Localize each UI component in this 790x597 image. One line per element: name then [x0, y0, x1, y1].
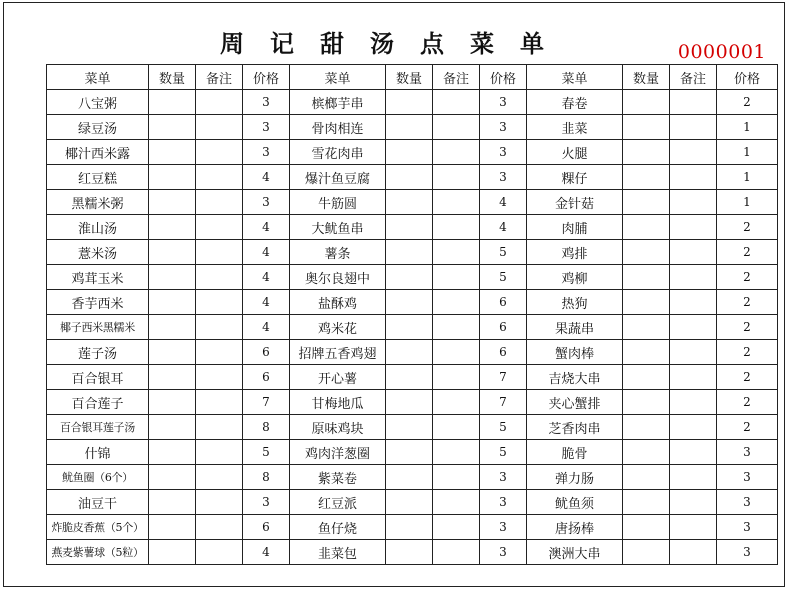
quantity-cell[interactable] [623, 240, 670, 265]
price-cell: 3 [480, 90, 527, 115]
note-cell[interactable] [196, 190, 243, 215]
price-cell: 3 [243, 190, 290, 215]
price-cell: 4 [243, 290, 290, 315]
price-cell: 3 [243, 115, 290, 140]
dish-name: 椰汁西米露 [47, 140, 149, 165]
note-cell[interactable] [196, 215, 243, 240]
price-cell: 2 [717, 215, 778, 240]
note-cell[interactable] [196, 465, 243, 490]
dish-name: 果蔬串 [527, 315, 623, 340]
table-row [47, 140, 778, 165]
quantity-cell[interactable] [623, 340, 670, 365]
quantity-cell[interactable] [149, 190, 196, 215]
note-cell[interactable] [433, 165, 480, 190]
price-cell: 8 [243, 415, 290, 440]
note-cell[interactable] [670, 190, 717, 215]
dish-name: 紫菜卷 [290, 465, 386, 490]
quantity-cell[interactable] [149, 440, 196, 465]
dish-name: 鸡肉洋葱圈 [290, 440, 386, 465]
price-cell: 4 [243, 540, 290, 565]
note-cell[interactable] [433, 515, 480, 540]
dish-name: 香芋西米 [47, 290, 149, 315]
quantity-cell[interactable] [149, 140, 196, 165]
dish-name: 黑糯米粥 [47, 190, 149, 215]
dish-name: 脆骨 [527, 440, 623, 465]
dish-name: 鸡米花 [290, 315, 386, 340]
price-cell: 6 [480, 290, 527, 315]
note-cell[interactable] [433, 140, 480, 165]
note-cell[interactable] [670, 315, 717, 340]
dish-name: 百合银耳莲子汤 [47, 415, 149, 440]
quantity-cell[interactable] [386, 390, 433, 415]
dish-name: 红豆糕 [47, 165, 149, 190]
quantity-cell[interactable] [149, 365, 196, 390]
price-cell: 2 [717, 340, 778, 365]
price-cell: 2 [717, 265, 778, 290]
quantity-cell[interactable] [386, 465, 433, 490]
header-cell: 菜单 [47, 65, 149, 90]
price-cell: 1 [717, 190, 778, 215]
price-cell: 4 [243, 265, 290, 290]
quantity-cell[interactable] [623, 465, 670, 490]
note-cell[interactable] [433, 115, 480, 140]
note-cell[interactable] [670, 490, 717, 515]
note-cell[interactable] [670, 215, 717, 240]
quantity-cell[interactable] [623, 165, 670, 190]
dish-name: 百合莲子 [47, 390, 149, 415]
dish-name: 鱼仔烧 [290, 515, 386, 540]
quantity-cell[interactable] [623, 265, 670, 290]
dish-name: 八宝粥 [47, 90, 149, 115]
note-cell[interactable] [196, 365, 243, 390]
note-cell[interactable] [433, 340, 480, 365]
note-cell[interactable] [196, 515, 243, 540]
quantity-cell[interactable] [623, 415, 670, 440]
quantity-cell[interactable] [149, 315, 196, 340]
price-cell: 6 [243, 340, 290, 365]
dish-name: 牛筋圆 [290, 190, 386, 215]
note-cell[interactable] [196, 440, 243, 465]
quantity-cell[interactable] [623, 540, 670, 565]
quantity-cell[interactable] [623, 90, 670, 115]
price-cell: 3 [480, 465, 527, 490]
price-cell: 5 [480, 440, 527, 465]
quantity-cell[interactable] [149, 515, 196, 540]
dish-name: 粿仔 [527, 165, 623, 190]
quantity-cell[interactable] [386, 165, 433, 190]
price-cell: 5 [243, 440, 290, 465]
dish-name: 什锦 [47, 440, 149, 465]
dish-name: 油豆干 [47, 490, 149, 515]
price-cell: 1 [717, 165, 778, 190]
dish-name: 绿豆汤 [47, 115, 149, 140]
dish-name: 原味鸡块 [290, 415, 386, 440]
dish-name: 雪花肉串 [290, 140, 386, 165]
table-row [47, 90, 778, 115]
dish-name: 肉脯 [527, 215, 623, 240]
dish-name: 芝香肉串 [527, 415, 623, 440]
header-cell: 价格 [717, 65, 778, 90]
dish-name: 椰子西米黑糯米 [47, 315, 149, 340]
price-cell: 4 [480, 190, 527, 215]
dish-name: 燕麦紫薯球（5粒） [47, 540, 149, 565]
table-row [47, 190, 778, 215]
note-cell[interactable] [196, 390, 243, 415]
quantity-cell[interactable] [149, 165, 196, 190]
note-cell[interactable] [670, 415, 717, 440]
quantity-cell[interactable] [149, 390, 196, 415]
dish-name: 热狗 [527, 290, 623, 315]
note-cell[interactable] [670, 540, 717, 565]
note-cell[interactable] [433, 465, 480, 490]
table-row [47, 165, 778, 190]
quantity-cell[interactable] [386, 215, 433, 240]
header-cell: 数量 [623, 65, 670, 90]
header-cell: 菜单 [527, 65, 623, 90]
price-cell: 6 [243, 515, 290, 540]
price-cell: 3 [717, 465, 778, 490]
table-row [47, 290, 778, 315]
note-cell[interactable] [433, 540, 480, 565]
quantity-cell[interactable] [386, 90, 433, 115]
quantity-cell[interactable] [149, 465, 196, 490]
dish-name: 骨肉相连 [290, 115, 386, 140]
dish-name: 鸡柳 [527, 265, 623, 290]
note-cell[interactable] [670, 115, 717, 140]
price-cell: 3 [243, 140, 290, 165]
note-cell[interactable] [670, 165, 717, 190]
table-row [47, 465, 778, 490]
dish-name: 唐扬棒 [527, 515, 623, 540]
quantity-cell[interactable] [623, 365, 670, 390]
note-cell[interactable] [433, 190, 480, 215]
table-row [47, 115, 778, 140]
dish-name: 吉烧大串 [527, 365, 623, 390]
dish-name: 薯条 [290, 240, 386, 265]
price-cell: 2 [717, 390, 778, 415]
dish-name: 槟榔芋串 [290, 90, 386, 115]
quantity-cell[interactable] [623, 115, 670, 140]
dish-name: 鸡茸玉米 [47, 265, 149, 290]
menu-title: 周记甜汤点菜单 [220, 29, 570, 58]
order-table [46, 64, 778, 565]
price-cell: 3 [717, 440, 778, 465]
table-row [47, 215, 778, 240]
note-cell[interactable] [433, 365, 480, 390]
quantity-cell[interactable] [386, 315, 433, 340]
price-cell: 4 [243, 165, 290, 190]
quantity-cell[interactable] [623, 315, 670, 340]
note-cell[interactable] [433, 315, 480, 340]
dish-name: 盐酥鸡 [290, 290, 386, 315]
price-cell: 3 [717, 515, 778, 540]
price-cell: 4 [243, 240, 290, 265]
quantity-cell[interactable] [386, 115, 433, 140]
price-cell: 7 [243, 390, 290, 415]
price-cell: 2 [717, 415, 778, 440]
note-cell[interactable] [196, 90, 243, 115]
price-cell: 3 [480, 515, 527, 540]
note-cell[interactable] [670, 265, 717, 290]
quantity-cell[interactable] [623, 140, 670, 165]
dish-name: 炸脆皮香蕉（5个） [47, 515, 149, 540]
dish-name: 澳洲大串 [527, 540, 623, 565]
dish-name: 爆汁鱼豆腐 [290, 165, 386, 190]
quantity-cell[interactable] [623, 215, 670, 240]
note-cell[interactable] [670, 465, 717, 490]
table-row [47, 340, 778, 365]
price-cell: 1 [717, 140, 778, 165]
quantity-cell[interactable] [386, 440, 433, 465]
quantity-cell[interactable] [623, 440, 670, 465]
quantity-cell[interactable] [149, 340, 196, 365]
price-cell: 3 [717, 490, 778, 515]
dish-name: 韭菜 [527, 115, 623, 140]
table-row [47, 265, 778, 290]
price-cell: 8 [243, 465, 290, 490]
price-cell: 4 [243, 315, 290, 340]
dish-name: 奥尔良翅中 [290, 265, 386, 290]
quantity-cell[interactable] [623, 190, 670, 215]
price-cell: 3 [480, 115, 527, 140]
quantity-cell[interactable] [149, 490, 196, 515]
note-cell[interactable] [670, 240, 717, 265]
note-cell[interactable] [670, 440, 717, 465]
table-row [47, 490, 778, 515]
note-cell[interactable] [670, 290, 717, 315]
table-row [47, 415, 778, 440]
note-cell[interactable] [670, 140, 717, 165]
quantity-cell[interactable] [386, 365, 433, 390]
price-cell: 3 [480, 490, 527, 515]
note-cell[interactable] [196, 115, 243, 140]
dish-name: 金针菇 [527, 190, 623, 215]
dish-name: 甘梅地瓜 [290, 390, 386, 415]
menu-body [47, 90, 778, 565]
price-cell: 2 [717, 90, 778, 115]
quantity-cell[interactable] [386, 290, 433, 315]
price-cell: 6 [480, 340, 527, 365]
note-cell[interactable] [196, 490, 243, 515]
quantity-cell[interactable] [386, 140, 433, 165]
table-row [47, 390, 778, 415]
quantity-cell[interactable] [386, 540, 433, 565]
note-cell[interactable] [670, 515, 717, 540]
table-row [47, 240, 778, 265]
quantity-cell[interactable] [149, 240, 196, 265]
table-row [47, 540, 778, 565]
quantity-cell[interactable] [623, 515, 670, 540]
note-cell[interactable] [196, 290, 243, 315]
note-cell[interactable] [433, 490, 480, 515]
note-cell[interactable] [670, 90, 717, 115]
note-cell[interactable] [670, 340, 717, 365]
header-cell: 备注 [196, 65, 243, 90]
dish-name: 大鱿鱼串 [290, 215, 386, 240]
quantity-cell[interactable] [386, 340, 433, 365]
price-cell: 2 [717, 240, 778, 265]
price-cell: 5 [480, 265, 527, 290]
header-cell: 备注 [433, 65, 480, 90]
quantity-cell[interactable] [386, 490, 433, 515]
price-cell: 7 [480, 390, 527, 415]
dish-name: 莲子汤 [47, 340, 149, 365]
quantity-cell[interactable] [386, 515, 433, 540]
dish-name: 招牌五香鸡翅 [290, 340, 386, 365]
quantity-cell[interactable] [386, 415, 433, 440]
price-cell: 4 [243, 215, 290, 240]
note-cell[interactable] [196, 140, 243, 165]
dish-name: 夹心蟹排 [527, 390, 623, 415]
header-cell: 价格 [243, 65, 290, 90]
dish-name: 淮山汤 [47, 215, 149, 240]
dish-name: 鱿鱼圈（6个） [47, 465, 149, 490]
price-cell: 5 [480, 415, 527, 440]
quantity-cell[interactable] [149, 115, 196, 140]
dish-name: 韭菜包 [290, 540, 386, 565]
note-cell[interactable] [433, 265, 480, 290]
note-cell[interactable] [196, 165, 243, 190]
note-cell[interactable] [433, 290, 480, 315]
note-cell[interactable] [196, 340, 243, 365]
note-cell[interactable] [433, 215, 480, 240]
quantity-cell[interactable] [623, 290, 670, 315]
price-cell: 7 [480, 365, 527, 390]
quantity-cell[interactable] [149, 290, 196, 315]
dish-name: 鸡排 [527, 240, 623, 265]
note-cell[interactable] [196, 415, 243, 440]
dish-name: 鱿鱼须 [527, 490, 623, 515]
note-cell[interactable] [433, 390, 480, 415]
quantity-cell[interactable] [386, 265, 433, 290]
header-cell: 备注 [670, 65, 717, 90]
note-cell[interactable] [196, 240, 243, 265]
quantity-cell[interactable] [149, 90, 196, 115]
price-cell: 3 [480, 140, 527, 165]
note-cell[interactable] [670, 365, 717, 390]
price-cell: 3 [480, 165, 527, 190]
dish-name: 百合银耳 [47, 365, 149, 390]
header-cell: 数量 [386, 65, 433, 90]
note-cell[interactable] [670, 390, 717, 415]
dish-name: 红豆派 [290, 490, 386, 515]
header-row [47, 65, 778, 90]
header-cell: 数量 [149, 65, 196, 90]
quantity-cell[interactable] [149, 215, 196, 240]
note-cell[interactable] [196, 265, 243, 290]
price-cell: 4 [480, 215, 527, 240]
quantity-cell[interactable] [386, 190, 433, 215]
dish-name: 蟹肉棒 [527, 340, 623, 365]
price-cell: 6 [243, 365, 290, 390]
price-cell: 3 [243, 490, 290, 515]
dish-name: 火腿 [527, 140, 623, 165]
note-cell[interactable] [196, 540, 243, 565]
quantity-cell[interactable] [623, 490, 670, 515]
dish-name: 开心薯 [290, 365, 386, 390]
table-row [47, 440, 778, 465]
price-cell: 1 [717, 115, 778, 140]
dish-name: 春卷 [527, 90, 623, 115]
price-cell: 6 [480, 315, 527, 340]
note-cell[interactable] [433, 90, 480, 115]
quantity-cell[interactable] [149, 265, 196, 290]
quantity-cell[interactable] [149, 415, 196, 440]
table-row [47, 365, 778, 390]
note-cell[interactable] [433, 240, 480, 265]
price-cell: 5 [480, 240, 527, 265]
price-cell: 3 [717, 540, 778, 565]
note-cell[interactable] [196, 315, 243, 340]
price-cell: 3 [243, 90, 290, 115]
dish-name: 薏米汤 [47, 240, 149, 265]
price-cell: 2 [717, 315, 778, 340]
quantity-cell[interactable] [386, 240, 433, 265]
table-row [47, 515, 778, 540]
price-cell: 2 [717, 365, 778, 390]
note-cell[interactable] [433, 415, 480, 440]
price-cell: 2 [717, 290, 778, 315]
header-cell: 菜单 [290, 65, 386, 90]
price-cell: 3 [480, 540, 527, 565]
serial-number: 0000001 [677, 41, 766, 63]
table-row [47, 315, 778, 340]
quantity-cell[interactable] [149, 540, 196, 565]
note-cell[interactable] [433, 440, 480, 465]
quantity-cell[interactable] [623, 390, 670, 415]
dish-name: 弹力肠 [527, 465, 623, 490]
header-cell: 价格 [480, 65, 527, 90]
